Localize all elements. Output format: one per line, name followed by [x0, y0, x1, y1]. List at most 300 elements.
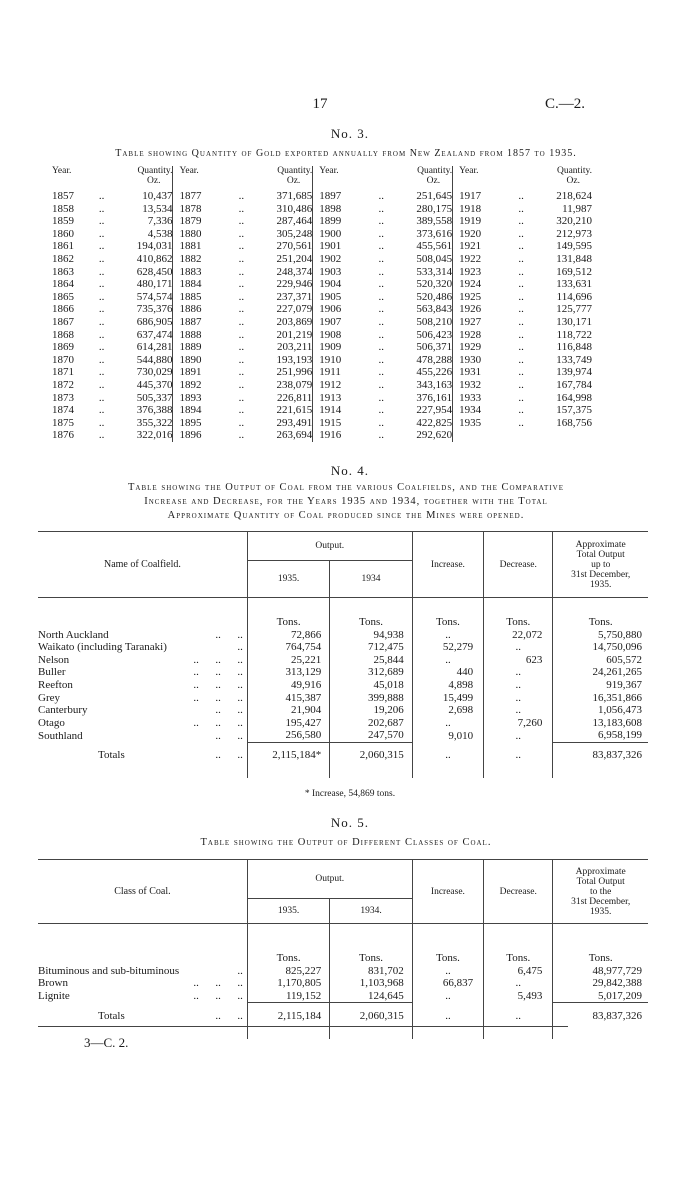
value-1934: 45,018: [330, 679, 412, 692]
leader-dots: ..: [518, 240, 524, 253]
leader-dots: ..: [238, 265, 245, 278]
quantity-cell: .. 263,694: [233, 429, 313, 442]
quantity-cell: .. 686,905: [93, 316, 173, 329]
col-year: Year.: [453, 166, 513, 190]
total-increase: ..: [412, 742, 483, 768]
leader-dots: ..: [518, 290, 524, 303]
value-increase: 66,837: [412, 977, 483, 990]
total-1935: 2,115,184*: [247, 742, 329, 768]
table-row: [38, 704, 648, 717]
table-row: [52, 316, 592, 329]
col-1934: 1934.: [330, 899, 412, 924]
leader-dots: ..: [378, 341, 384, 354]
year-cell: 1890: [173, 354, 233, 367]
value-decrease: ..: [484, 679, 553, 692]
leader-dots: ..: [238, 190, 245, 202]
value-decrease: ..: [484, 704, 553, 717]
value-1934: 202,687: [330, 717, 412, 730]
value-decrease: ..: [484, 692, 553, 705]
name-cell: [38, 965, 247, 978]
leader-dots: ..: [238, 240, 245, 253]
quantity-cell: .. 212,973: [512, 228, 592, 241]
year-cell: 1915: [313, 417, 373, 430]
quantity-cell: .. 508,210: [372, 316, 452, 329]
quantity-cell: .. 455,561: [372, 240, 452, 253]
quantity-cell: .. 310,486: [233, 203, 313, 216]
table5-caption: Table showing the Output of Different Classes of Coal.: [200, 837, 492, 848]
year-cell: 1932: [453, 379, 513, 392]
leader-dots: ..: [237, 964, 243, 977]
leader-dots: ..: [378, 391, 384, 404]
unit-cell: Tons.: [553, 616, 648, 629]
row-label: Grey: [38, 691, 60, 704]
value-increase: ..: [412, 965, 483, 978]
leader-dots: ..: [518, 328, 524, 341]
unit-cell: Tons.: [412, 616, 483, 629]
quantity-cell: .. 292,620: [372, 429, 452, 442]
leader-dots: ..: [518, 278, 524, 291]
quantity-cell: .. 320,210: [512, 215, 592, 228]
year-cell: 1902: [313, 253, 373, 266]
leader-dots: ..: [238, 341, 245, 354]
table-row: [52, 303, 592, 316]
year-cell: 1868: [52, 328, 74, 341]
spacer-row: [38, 1029, 648, 1039]
value-decrease: 623: [484, 654, 553, 667]
year-cell: 1883: [173, 266, 233, 279]
table3-caption: Table showing Quantity of Gold exported annually from New Zealand from 1857 to 1935.: [115, 148, 577, 159]
col-decrease: Decrease.: [484, 532, 553, 598]
spacer-row: [38, 598, 648, 617]
value-decrease: ..: [484, 729, 553, 742]
total-decrease: ..: [484, 742, 553, 768]
spacer-cell: [38, 768, 247, 778]
leader-dots: ..: [518, 215, 524, 228]
year-cell: 1871: [52, 366, 74, 379]
spacer-cell: [484, 924, 553, 953]
year-cell: 1867: [52, 315, 74, 328]
units-row: [38, 616, 648, 629]
unit-cell: Tons.: [330, 952, 412, 965]
year-cell: 1911: [313, 366, 373, 379]
total-1935: 2,115,184: [247, 1003, 329, 1029]
year-cell: 1904: [313, 278, 373, 291]
leader-dots: ..: [378, 328, 384, 341]
unit-cell: Tons.: [247, 952, 329, 965]
year-cell: 1923: [453, 266, 513, 279]
year-cell: 1918: [453, 203, 513, 216]
value-decrease: 7,260: [484, 717, 553, 730]
year-cell: 1858: [52, 202, 74, 215]
quantity-cell: .. 149,595: [512, 240, 592, 253]
quantity-cell: .. 10,437: [93, 190, 173, 203]
quantity-cell: .. 139,974: [512, 366, 592, 379]
unit-cell: [38, 952, 247, 965]
leader-dots: ..: [238, 366, 245, 379]
leader-dots: ..: [378, 366, 384, 379]
table-row: [52, 392, 592, 405]
year-cell: 1905: [313, 291, 373, 304]
leader-dots: ..: [378, 265, 384, 278]
table-row: [38, 965, 648, 978]
spacer-cell: [484, 1029, 553, 1039]
leader-dots: .. .. ..: [193, 666, 243, 679]
leader-dots: ..: [378, 278, 384, 291]
year-cell: 1885: [173, 291, 233, 304]
name-cell: [38, 977, 247, 990]
table-row: [52, 291, 592, 304]
spacer-cell: [330, 598, 412, 617]
value-decrease: ..: [484, 641, 553, 654]
quantity-cell: .. 248,374: [233, 266, 313, 279]
leader-dots: ..: [378, 227, 384, 240]
year-cell: 1912: [313, 379, 373, 392]
quantity-cell: .. 544,880: [93, 354, 173, 367]
table-row: [38, 692, 648, 705]
value-1934: 25,844: [330, 654, 412, 667]
spacer-cell: [553, 1029, 648, 1039]
value-1935: 1,170,805: [247, 977, 329, 990]
quantity-cell: .. 287,464: [233, 215, 313, 228]
spacer-cell: [330, 1029, 412, 1039]
value-1934: 124,645: [330, 990, 412, 1003]
row-label: Brown: [38, 977, 68, 990]
unit-cell: [38, 616, 247, 629]
quantity-cell: .. 227,954: [372, 404, 452, 417]
row-label: Bituminous and sub-bituminous: [38, 964, 180, 977]
year-cell: 1916: [313, 429, 373, 442]
year-cell: 1930: [453, 354, 513, 367]
year-cell: 1907: [313, 316, 373, 329]
leader-dots: ..: [238, 290, 245, 303]
year-cell: 1906: [313, 303, 373, 316]
row-label: Southland: [38, 729, 83, 742]
quantity-cell: .. 376,161: [372, 392, 452, 405]
value-total: 5,017,209: [553, 990, 648, 1003]
value-total: 919,367: [553, 679, 648, 692]
total-overall: 83,837,326: [553, 742, 648, 768]
total-overall: 83,837,326: [553, 1003, 648, 1029]
year-cell: 1857: [52, 190, 74, 202]
row-label: North Auckland: [38, 628, 109, 641]
leader-dots: ..: [98, 315, 105, 328]
table-row: [38, 641, 648, 654]
quantity-cell: .. 251,204: [233, 253, 313, 266]
quantity-cell: .. 455,226: [372, 366, 452, 379]
coalfield-table-body: [38, 598, 648, 779]
value-total: 6,958,199: [553, 729, 648, 742]
spacer-cell: [484, 598, 553, 617]
value-increase: 52,279: [412, 641, 483, 654]
value-total: 13,183,608: [553, 717, 648, 730]
spacer-cell: [553, 924, 648, 953]
table4-number: No. 4.: [330, 463, 370, 478]
table-row: [52, 404, 592, 417]
spacer-cell: [247, 598, 329, 617]
coal-class-table: [38, 859, 648, 1039]
year-cell: 1875: [52, 416, 74, 429]
quantity-cell: .. 506,423: [372, 329, 452, 342]
quantity-cell: .. 118,722: [512, 329, 592, 342]
name-cell: [38, 717, 247, 730]
table-row: [38, 977, 648, 990]
value-1934: 399,888: [330, 692, 412, 705]
table4-caption: [36, 481, 656, 523]
quantity-cell: .. 125,777: [512, 303, 592, 316]
year-cell: 1886: [173, 303, 233, 316]
value-1935: 21,904: [247, 704, 329, 717]
col-increase: Increase.: [412, 532, 483, 598]
quantity-cell: .. 305,248: [233, 228, 313, 241]
year-cell: 1899: [313, 215, 373, 228]
quantity-cell: .. 168,756: [512, 417, 592, 430]
year-cell: 1921: [453, 240, 513, 253]
quantity-cell: .. 614,281: [93, 341, 173, 354]
name-cell: [38, 990, 247, 1003]
leader-dots: ..: [378, 190, 384, 202]
leader-dots: ..: [378, 252, 384, 265]
quantity-cell: [512, 429, 592, 442]
leader-dots: ..: [238, 252, 245, 265]
year-cell: 1914: [313, 404, 373, 417]
year-cell: 1882: [173, 253, 233, 266]
quantity-cell: .. 203,211: [233, 341, 313, 354]
year-cell: 1864: [52, 278, 74, 291]
leader-dots: ..: [518, 366, 524, 379]
table-row: [52, 354, 592, 367]
spacer-cell: [247, 924, 329, 953]
quantity-cell: .. 371,685: [233, 190, 313, 203]
year-cell: 1909: [313, 341, 373, 354]
sheet-mark: 3—C. 2.: [84, 1035, 129, 1050]
year-cell: 1880: [173, 228, 233, 241]
leader-dots: ..: [238, 227, 245, 240]
spacer-cell: [247, 768, 329, 778]
leader-dots: ..: [98, 429, 105, 442]
quantity-cell: .. 221,615: [233, 404, 313, 417]
value-1935: 415,387: [247, 692, 329, 705]
year-cell: 1917: [453, 190, 513, 203]
year-cell: 1931: [453, 366, 513, 379]
leader-dots: ..: [237, 641, 243, 654]
year-cell: 1894: [173, 404, 233, 417]
table-row: [38, 654, 648, 667]
value-increase: 440: [412, 666, 483, 679]
quantity-cell: .. 520,486: [372, 291, 452, 304]
totals-label: Totals: [98, 749, 125, 762]
col-output: Output.: [247, 532, 412, 561]
quantity-cell: .. 280,175: [372, 203, 452, 216]
col-coalfield-name: Name of Coalfield.: [103, 558, 181, 570]
quantity-cell: .. 218,624: [512, 190, 592, 203]
year-cell: 1927: [453, 316, 513, 329]
total-decrease: ..: [484, 1003, 553, 1029]
leader-dots: ..: [518, 265, 524, 278]
value-1935: 25,221: [247, 654, 329, 667]
leader-dots: ..: [518, 252, 524, 265]
quantity-cell: .. 237,371: [233, 291, 313, 304]
quantity-cell: .. 373,616: [372, 228, 452, 241]
name-cell: [38, 729, 247, 742]
unit-cell: Tons.: [484, 616, 553, 629]
year-cell: 1892: [173, 379, 233, 392]
value-1935: 764,754: [247, 641, 329, 654]
year-cell: 1929: [453, 341, 513, 354]
leader-dots: ..: [518, 378, 524, 391]
quantity-cell: .. 133,749: [512, 354, 592, 367]
row-label: Lignite: [38, 990, 70, 1003]
quantity-cell: .. 227,079: [233, 303, 313, 316]
table-row: [38, 717, 648, 730]
value-total: 48,977,729: [553, 965, 648, 978]
year-cell: 1935: [453, 417, 513, 430]
quantity-cell: .. 445,370: [93, 379, 173, 392]
value-total: 24,261,265: [553, 666, 648, 679]
year-cell: 1876: [52, 429, 74, 442]
value-1935: 119,152: [247, 990, 329, 1003]
quantity-cell: .. 157,375: [512, 404, 592, 417]
gold-table-body: [52, 190, 592, 442]
leader-dots: ..: [98, 378, 105, 391]
caption-line: Approximate Quantity of Coal produced since the Mines were opened.: [167, 510, 525, 521]
quantity-cell: .. 13,534: [93, 203, 173, 216]
totals-row: [38, 742, 648, 768]
quantity-cell: .. 7,336: [93, 215, 173, 228]
table-row: [38, 679, 648, 692]
leader-dots: ..: [518, 416, 524, 429]
leader-dots: ..: [98, 240, 105, 253]
value-total: 1,056,473: [553, 704, 648, 717]
leader-dots: .. ..: [215, 1009, 243, 1022]
page-number: 17: [312, 96, 328, 112]
leader-dots: ..: [238, 429, 245, 442]
spacer-cell: [412, 1029, 483, 1039]
value-1934: 312,689: [330, 666, 412, 679]
leader-dots: ..: [238, 215, 245, 228]
quantity-cell: .. 478,288: [372, 354, 452, 367]
leader-dots: ..: [518, 202, 524, 215]
table-row: [38, 629, 648, 642]
spacer-cell: [412, 924, 483, 953]
leader-dots: ..: [378, 378, 384, 391]
spacer-cell: [247, 1029, 329, 1039]
row-label: Buller: [38, 666, 66, 679]
value-decrease: ..: [484, 977, 553, 990]
table-row: [52, 190, 592, 203]
quantity-cell: .. 131,848: [512, 253, 592, 266]
spacer-cell: [330, 924, 412, 953]
value-decrease: ..: [484, 666, 553, 679]
leader-dots: ..: [98, 416, 105, 429]
value-1935: 825,227: [247, 965, 329, 978]
unit-cell: Tons.: [412, 952, 483, 965]
col-total-output: Approximate Total Output up to 31st December, 1935.: [553, 532, 648, 598]
value-total: 605,572: [553, 654, 648, 667]
year-cell: 1896: [173, 429, 233, 442]
leader-dots: ..: [98, 190, 105, 202]
year-cell: 1903: [313, 266, 373, 279]
value-increase: ..: [412, 717, 483, 730]
year-cell: 1862: [52, 252, 74, 265]
value-1934: 1,103,968: [330, 977, 412, 990]
value-1935: 195,427: [247, 717, 329, 730]
year-cell: 1897: [313, 190, 373, 203]
year-cell: 1933: [453, 392, 513, 405]
quantity-cell: .. 11,987: [512, 203, 592, 216]
year-cell: 1861: [52, 240, 74, 253]
year-cell: 1873: [52, 391, 74, 404]
value-1935: 256,580: [247, 729, 329, 742]
year-cell: 1934: [453, 404, 513, 417]
year-cell: 1877: [173, 190, 233, 203]
spacer-row: [38, 924, 648, 953]
spacer-cell: [553, 768, 648, 778]
leader-dots: .. ..: [215, 729, 243, 742]
spacer-cell: [38, 1029, 247, 1039]
year-cell: 1866: [52, 303, 74, 316]
year-cell: 1891: [173, 366, 233, 379]
leader-dots: ..: [378, 290, 384, 303]
leader-dots: ..: [378, 429, 384, 442]
year-cell: 1925: [453, 291, 513, 304]
leader-dots: .. .. ..: [193, 977, 243, 990]
col-decrease: Decrease.: [484, 860, 553, 924]
leader-dots: ..: [238, 416, 245, 429]
table-row: [52, 341, 592, 354]
year-cell: 1870: [52, 353, 74, 366]
year-cell: 1922: [453, 253, 513, 266]
leader-dots: ..: [238, 404, 245, 417]
quantity-cell: .. 169,512: [512, 266, 592, 279]
leader-dots: ..: [518, 315, 524, 328]
value-increase: 4,898: [412, 679, 483, 692]
value-decrease: 6,475: [484, 965, 553, 978]
name-cell: [38, 704, 247, 717]
table-row: [52, 253, 592, 266]
leader-dots: ..: [98, 252, 105, 265]
unit-cell: Tons.: [553, 952, 648, 965]
leader-dots: ..: [98, 265, 105, 278]
leader-dots: ..: [98, 290, 105, 303]
leader-dots: .. .. ..: [193, 678, 243, 691]
leader-dots: ..: [378, 215, 384, 228]
value-1934: 712,475: [330, 641, 412, 654]
table-row: [52, 379, 592, 392]
gold-export-table: [52, 166, 592, 442]
spacer-row: [38, 768, 648, 778]
year-cell: 1919: [453, 215, 513, 228]
name-cell: [38, 692, 247, 705]
quantity-cell: .. 114,696: [512, 291, 592, 304]
quantity-cell: .. 533,314: [372, 266, 452, 279]
quantity-cell: .. 508,045: [372, 253, 452, 266]
value-total: 5,750,880: [553, 629, 648, 642]
col-output: Output.: [247, 860, 412, 899]
unit-cell: Tons.: [484, 952, 553, 965]
caption-line: Table showing the Output of Coal from the various Coalfields, and the Comparative: [128, 482, 564, 493]
quantity-cell: .. 4,538: [93, 228, 173, 241]
leader-dots: .. .. ..: [193, 691, 243, 704]
quantity-cell: .. 116,848: [512, 341, 592, 354]
value-1934: 247,570: [330, 729, 412, 742]
quantity-cell: .. 422,825: [372, 417, 452, 430]
quantity-cell: .. 238,079: [233, 379, 313, 392]
value-decrease: 22,072: [484, 629, 553, 642]
total-1934: 2,060,315: [330, 1003, 412, 1029]
col-year: Year.: [173, 166, 233, 190]
col-year: Year.: [52, 166, 72, 176]
leader-dots: ..: [238, 378, 245, 391]
